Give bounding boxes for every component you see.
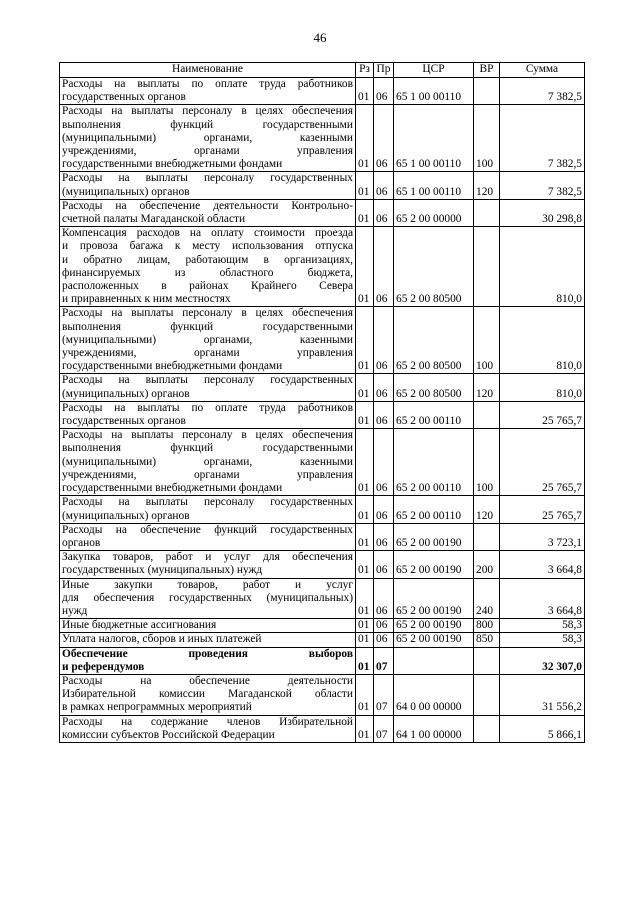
row-vr: 120 [474,496,500,523]
row-name-line: и обратно лицам, работающим в организациях, [62,253,353,266]
row-sum: 5 866,1 [500,715,585,742]
row-name-line: и приравненных к ним местностях [62,293,231,306]
table-row [60,429,585,496]
row-name-line: государственных органов [62,415,186,428]
row-rz: 01 [356,429,374,496]
table-row [60,374,585,401]
row-vr [474,227,500,307]
row-vr [474,523,500,550]
row-csr: 65 2 00 00190 [394,619,474,633]
header-pr: Пр [374,63,394,78]
row-rz: 01 [356,78,374,105]
row-vr: 120 [474,172,500,199]
header-vr: ВР [474,63,500,78]
row-pr: 06 [374,374,394,401]
row-name [60,307,356,374]
header-name: Наименование [60,63,356,78]
table-row [60,523,585,550]
row-vr: 100 [474,307,500,374]
row-name-line: и провоза багажа к месту использования отпуска [62,240,353,253]
row-csr: 65 2 00 80500 [394,374,474,401]
row-name-line: (муниципальными) органами, казенными [62,131,353,144]
row-name [60,105,356,172]
table-row [60,496,585,523]
row-name-line: Иные закупки товаров, работ и услуг [62,578,353,591]
row-sum: 58,3 [500,619,585,633]
row-csr: 65 1 00 00110 [394,78,474,105]
row-pr: 06 [374,307,394,374]
row-name [60,374,356,401]
row-rz: 01 [356,619,374,633]
table-row [60,199,585,226]
row-name [60,647,356,674]
row-pr: 06 [374,227,394,307]
row-rz: 01 [356,715,374,742]
row-name-line: Расходы на обеспечение деятельности Контрольно- [62,199,353,212]
row-name-line: государственными внебюджетными фондами [62,158,283,171]
table-row [60,578,585,619]
row-name [60,619,356,633]
row-name-line: выполнения функций государственными [62,442,353,455]
row-sum: 25 765,7 [500,496,585,523]
row-name-line: Уплата налогов, сборов и иных платежей [62,633,262,646]
row-rz: 01 [356,105,374,172]
row-name-line: Расходы на выплаты персоналу государственных [62,172,353,185]
row-pr: 06 [374,172,394,199]
table-row [60,633,585,647]
row-rz: 01 [356,227,374,307]
row-name-line: Расходы на обеспечение функций государственных [62,523,353,536]
row-vr [474,715,500,742]
row-name-line: органов [62,536,101,549]
row-rz: 01 [356,523,374,550]
table-row [60,647,585,674]
row-name [60,633,356,647]
header-csr: ЦСР [394,63,474,78]
header-rz: Рз [356,63,374,78]
row-name-line: Расходы на выплаты персоналу государственных [62,374,353,387]
row-csr: 65 2 00 00110 [394,496,474,523]
row-sum: 25 765,7 [500,429,585,496]
row-sum: 3 664,8 [500,578,585,619]
row-rz: 01 [356,633,374,647]
table-row [60,227,585,307]
row-name-line: расположенных в районах Крайнего Севера [62,280,353,293]
row-sum: 25 765,7 [500,401,585,428]
row-sum: 810,0 [500,307,585,374]
row-name [60,496,356,523]
row-name [60,227,356,307]
row-name-line: выполнения функций государственными [62,118,353,131]
row-pr: 06 [374,496,394,523]
row-csr: 65 1 00 00110 [394,172,474,199]
table-row [60,78,585,105]
row-vr: 800 [474,619,500,633]
table-row [60,401,585,428]
row-name [60,78,356,105]
row-name [60,715,356,742]
table-row [60,551,585,578]
row-name-line: счетной палаты Магаданской области [62,213,246,226]
row-name [60,199,356,226]
row-pr: 06 [374,401,394,428]
row-name-line: Расходы на выплаты персоналу государственных [62,496,353,509]
row-csr: 65 1 00 00110 [394,105,474,172]
row-csr: 64 1 00 00000 [394,715,474,742]
row-name-line: Расходы на выплаты по оплате труда работников [62,78,353,90]
row-vr: 120 [474,374,500,401]
row-rz: 01 [356,199,374,226]
row-name [60,674,356,715]
row-rz: 01 [356,172,374,199]
row-name-line: Избирательной комиссии Магаданской области [62,688,353,701]
row-vr: 200 [474,551,500,578]
row-name-line: государственными внебюджетными фондами [62,360,283,373]
row-csr: 65 2 00 80500 [394,227,474,307]
row-name-line: и референдумов [62,660,145,673]
row-pr: 06 [374,633,394,647]
row-name [60,523,356,550]
row-sum: 3 664,8 [500,551,585,578]
row-sum: 32 307,0 [500,647,585,674]
table-row [60,715,585,742]
row-name-line: комиссии субъектов Российской Федерации [62,728,275,741]
row-name [60,551,356,578]
row-csr: 65 2 00 00110 [394,401,474,428]
row-name-line: (муниципальных) органов [62,185,190,198]
row-csr: 65 2 00 00190 [394,523,474,550]
row-pr: 07 [374,674,394,715]
row-name-line: Расходы на выплаты персоналу в целях обеспечения [62,105,353,118]
row-vr: 850 [474,633,500,647]
row-name-line: учреждениями, органами управления [62,468,353,481]
row-name-line: Закупка товаров, работ и услуг для обеспечения [62,551,353,564]
row-name-line: (муниципальных) органов [62,509,190,522]
row-name-line: для обеспечения государственных (муниципальных) [62,591,353,604]
row-name [60,172,356,199]
row-rz: 01 [356,551,374,578]
row-pr: 06 [374,619,394,633]
header-sum: Сумма [500,63,585,78]
row-rz: 01 [356,647,374,674]
row-sum: 810,0 [500,227,585,307]
row-name-line: Расходы на выплаты персоналу в целях обеспечения [62,307,353,320]
row-sum: 7 382,5 [500,172,585,199]
row-pr: 06 [374,578,394,619]
row-csr: 65 2 00 00000 [394,199,474,226]
row-pr: 07 [374,647,394,674]
row-name-line: Расходы на выплаты по оплате труда работников [62,401,353,414]
row-sum: 7 382,5 [500,78,585,105]
row-rz: 01 [356,401,374,428]
table-row [60,674,585,715]
row-name-line: Расходы на содержание членов Избирательной [62,715,353,728]
row-csr: 65 2 00 00190 [394,578,474,619]
table-row [60,172,585,199]
row-name-line: государственными внебюджетными фондами [62,482,283,495]
row-name-line: финансируемых из областного бюджета, [62,266,353,279]
row-vr: 240 [474,578,500,619]
row-pr: 06 [374,523,394,550]
row-csr [394,647,474,674]
row-rz: 01 [356,307,374,374]
row-pr: 06 [374,105,394,172]
row-name-line: государственных органов [62,91,186,104]
row-pr: 06 [374,199,394,226]
row-csr: 65 2 00 00190 [394,633,474,647]
row-name-line: учреждениями, органами управления [62,145,353,158]
row-name-line: (муниципальными) органами, казенными [62,455,353,468]
row-name-line: выполнения функций государственными [62,320,353,333]
row-sum: 810,0 [500,374,585,401]
row-pr: 06 [374,429,394,496]
table-body [60,78,585,743]
row-vr [474,401,500,428]
row-name-line: нужд [62,604,88,617]
row-sum: 30 298,8 [500,199,585,226]
row-name-line: Расходы на выплаты персоналу в целях обеспечения [62,429,353,442]
row-name-line: (муниципальными) органами, казенными [62,333,353,346]
row-sum: 31 556,2 [500,674,585,715]
row-csr: 65 2 00 00190 [394,551,474,578]
row-vr [474,647,500,674]
row-vr: 100 [474,429,500,496]
row-vr [474,674,500,715]
row-vr [474,199,500,226]
row-pr: 07 [374,715,394,742]
row-name-line: государственных (муниципальных) нужд [62,564,263,577]
row-sum: 7 382,5 [500,105,585,172]
table-row [60,307,585,374]
row-name-line: в рамках непрограммных мероприятий [62,701,252,714]
row-vr [474,78,500,105]
table-row [60,619,585,633]
row-name-line: Обеспечение проведения выборов [62,647,353,660]
row-name-line: Компенсация расходов на оплату стоимости проезда [62,227,353,240]
table-row [60,105,585,172]
row-name-line: Расходы на обеспечение деятельности [62,674,353,687]
row-name [60,429,356,496]
row-rz: 01 [356,674,374,715]
row-name [60,578,356,619]
row-rz: 01 [356,374,374,401]
row-vr: 100 [474,105,500,172]
row-pr: 06 [374,78,394,105]
row-csr: 65 2 00 80500 [394,307,474,374]
row-name-line: (муниципальных) органов [62,387,190,400]
row-pr: 06 [374,551,394,578]
page-number: 46 [313,30,327,45]
row-csr: 64 0 00 00000 [394,674,474,715]
row-name [60,401,356,428]
row-sum: 58,3 [500,633,585,647]
table-header-row [60,63,585,78]
row-sum: 3 723,1 [500,523,585,550]
budget-table [59,62,585,743]
row-rz: 01 [356,578,374,619]
row-name-line: учреждениями, органами управления [62,347,353,360]
row-name-line: Иные бюджетные ассигнования [62,619,217,632]
row-rz: 01 [356,496,374,523]
row-csr: 65 2 00 00110 [394,429,474,496]
